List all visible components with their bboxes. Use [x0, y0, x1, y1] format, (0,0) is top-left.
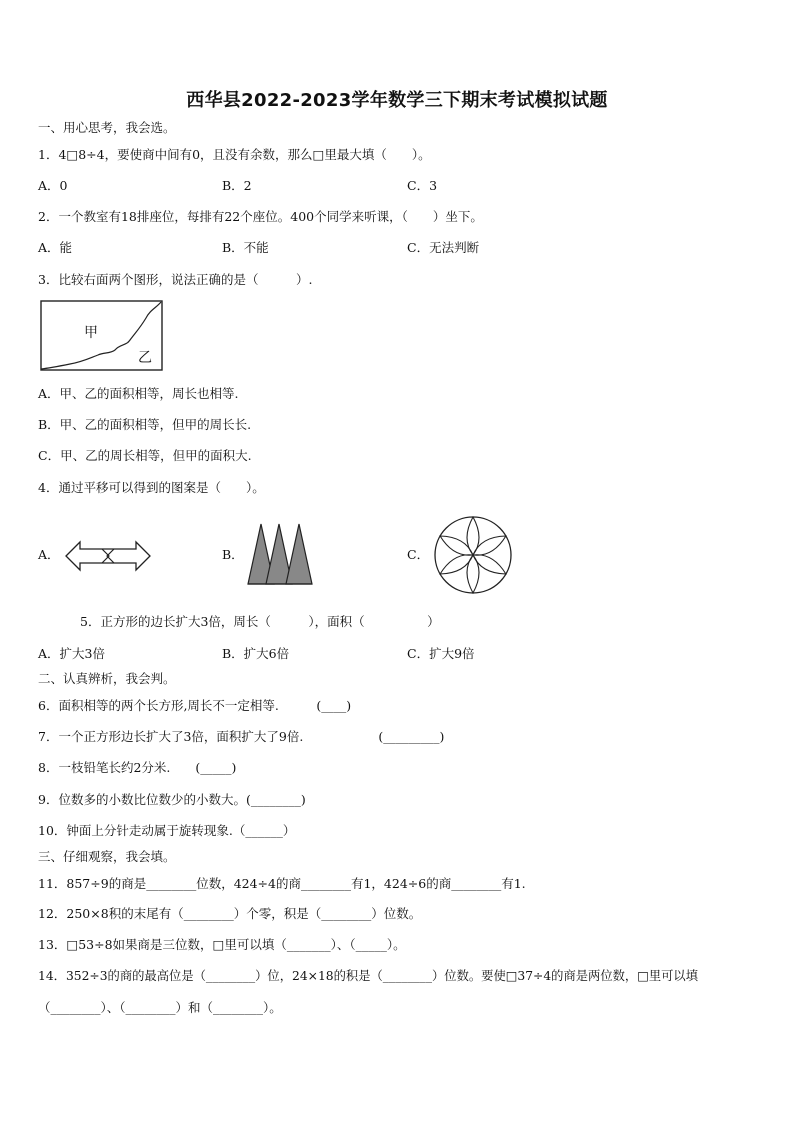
question-8: 8．一枝铅笔长约2分米. (_____): [38, 760, 237, 775]
q4-option-c-label: C．: [407, 547, 430, 562]
question-5: 5．正方形的边长扩大3倍，周长（ ），面积（ ）: [80, 614, 440, 629]
label-jia: 甲: [84, 325, 98, 341]
q1-option-a: A．0: [38, 178, 68, 193]
q4-double-arrow-figure: [64, 537, 152, 575]
q4-option-b-label: B．: [222, 547, 244, 562]
question-14-line-2: （________）、（________）和（________）。: [38, 1000, 282, 1015]
q4-flower-figure: [433, 515, 513, 595]
section-3-heading: 三、仔细观察，我会填。: [38, 849, 176, 864]
page-title: 西华县2022-2023学年数学三下期末考试模拟试题: [186, 90, 608, 111]
q2-option-a: A．能: [38, 240, 73, 255]
question-11: 11．857÷9的商是________位数，424÷4的商________有1，424÷6的商________有1.: [38, 876, 526, 891]
question-1: 1．4□8÷4，要使商中间有0，且没有余数，那么□里最大填（ ）。: [38, 147, 431, 162]
q5-option-b: B．扩大6倍: [222, 646, 290, 661]
q3-option-b: B．甲、乙的面积相等，但甲的周长长.: [38, 417, 252, 432]
q1-option-c: C．3: [407, 178, 438, 193]
q2-option-b: B．不能: [222, 240, 269, 255]
question-7: 7．一个正方形边长扩大了3倍，面积扩大了9倍. (_________): [38, 729, 445, 744]
question-4: 4．通过平移可以得到的图案是（ ）。: [38, 480, 265, 495]
q1-option-b: B．2: [222, 178, 252, 193]
question-14-line-1: 14．352÷3的商的最高位是（________）位，24×18的积是（________）位数。要使□37÷4的商是两位数，□里可以填: [38, 969, 699, 983]
q3-shape-figure: [40, 300, 164, 372]
q5-option-c: C．扩大9倍: [407, 646, 475, 661]
q4-option-a-label: A．: [38, 547, 60, 562]
section-2-heading: 二、认真辨析，我会判。: [38, 671, 176, 686]
question-13: 13．□53÷8如果商是三位数，□里可以填（_______）、（_____）。: [38, 937, 406, 952]
label-yi: 乙: [138, 350, 152, 366]
question-9: 9．位数多的小数比位数少的小数大。(________): [38, 792, 306, 807]
q3-option-a: A．甲、乙的面积相等，周长也相等.: [38, 386, 239, 401]
q2-option-c: C．无法判断: [407, 240, 480, 255]
q3-option-c: C．甲、乙的周长相等，但甲的面积大.: [38, 448, 252, 463]
question-2: 2．一个教室有18排座位，每排有22个座位。400个同学来听课，（ ）坐下。: [38, 209, 483, 224]
question-3: 3．比较右面两个图形，说法正确的是（ ）.: [38, 272, 313, 287]
section-1-heading: 一、用心思考，我会选。: [38, 120, 176, 135]
question-12: 12．250×8积的末尾有（________）个零，积是（________）位数。: [38, 906, 422, 921]
q5-option-a: A．扩大3倍: [38, 646, 105, 661]
q4-triangles-figure: [246, 522, 316, 586]
question-6: 6．面积相等的两个长方形,周长不一定相等. (____): [38, 698, 352, 713]
question-10: 10．钟面上分针走动属于旋转现象.（______）: [38, 823, 296, 838]
